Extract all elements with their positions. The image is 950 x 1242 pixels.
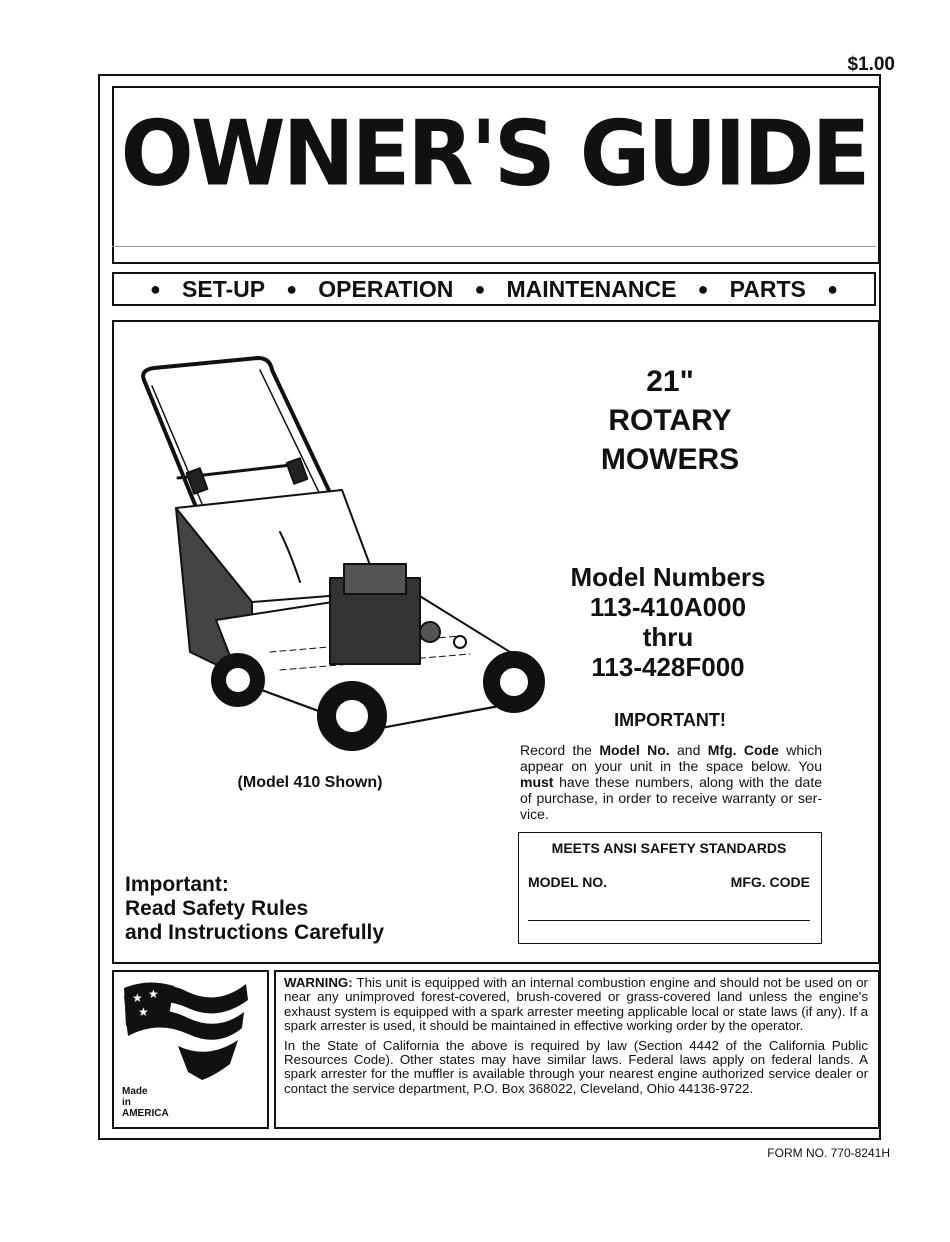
product-line-1: ROTARY xyxy=(608,404,732,437)
product-heading xyxy=(560,362,780,479)
warning-text xyxy=(284,976,868,1101)
banner-item-parts: PARTS xyxy=(729,275,806,302)
warning-paragraph-2: In the State of California the above is required by law (Section 4442 of the California Public Resources Code). Other states may have similar laws. Federal laws apply on federal lands. A spark arrester for the muffler is available through your nearest engine authorized service dealer or contact the service department, P.O. Box 368022, Cleveland, Ohio 44136-9722. xyxy=(284,1037,868,1096)
product-size: 21" xyxy=(646,365,694,398)
section-banner: ● SET-UP ● OPERATION ● MAINTENANCE ● PARTS ● xyxy=(112,272,876,306)
safety-line-1: Important: xyxy=(125,873,229,896)
illustration-caption: (Model 410 Shown) xyxy=(237,774,383,791)
model-numbers xyxy=(548,562,788,682)
model-first: 113-410A000 xyxy=(589,592,747,622)
form-number: FORM NO. 770-8241H xyxy=(767,1146,890,1160)
american-flag-icon xyxy=(118,976,258,1086)
banner-item-operation: OPERATION xyxy=(318,275,454,302)
model-no-label: MODEL NO. xyxy=(528,874,608,890)
svg-text:★: ★ xyxy=(138,1005,149,1019)
page-title: OWNER'S GUIDE xyxy=(120,101,868,207)
banner-item-maintenance: MAINTENANCE xyxy=(506,275,677,302)
model-last: 113-428F000 xyxy=(591,652,745,682)
ansi-write-line xyxy=(528,920,810,921)
safety-notice xyxy=(125,873,445,945)
safety-line-3: and Instructions Carefully xyxy=(125,921,385,944)
product-line-2: MOWERS xyxy=(600,443,740,476)
title-underline xyxy=(112,246,876,247)
svg-text:★: ★ xyxy=(132,991,143,1005)
important-heading: IMPORTANT! xyxy=(614,710,726,730)
record-instructions: Record the Model No. and Mfg. Code which appear on your unit in the space below. You must have these numbers, along with the date of purchase, in order to receive warranty or ser- vice. xyxy=(520,742,823,822)
model-numbers-label: Model Numbers xyxy=(570,562,766,592)
lawn-mower-illustration xyxy=(130,352,560,772)
warning-label: WARNING: xyxy=(284,975,353,990)
price: $1.00 xyxy=(847,54,895,75)
safety-line-2: Read Safety Rules xyxy=(125,897,309,920)
banner-item-setup: SET-UP xyxy=(182,275,266,302)
warning-paragraph-1: WARNING: This unit is equipped with an internal combustion engine and should not be used on or near any unimproved forest-covered, brush-covered or grass-covered land unless the engine's exhaust system is equipped with a spark arrester meeting applicable local or state laws (if any). If a spark arrester is used, it should be maintained in effective working order by the operator. xyxy=(284,975,868,1034)
made-in-america: Made in AMERICA xyxy=(122,1086,169,1119)
ansi-title: MEETS ANSI SAFETY STANDARDS xyxy=(551,840,787,856)
model-thru: thru xyxy=(642,622,694,652)
mfg-code-label: MFG. CODE xyxy=(730,874,810,890)
svg-text:★: ★ xyxy=(148,987,159,1001)
